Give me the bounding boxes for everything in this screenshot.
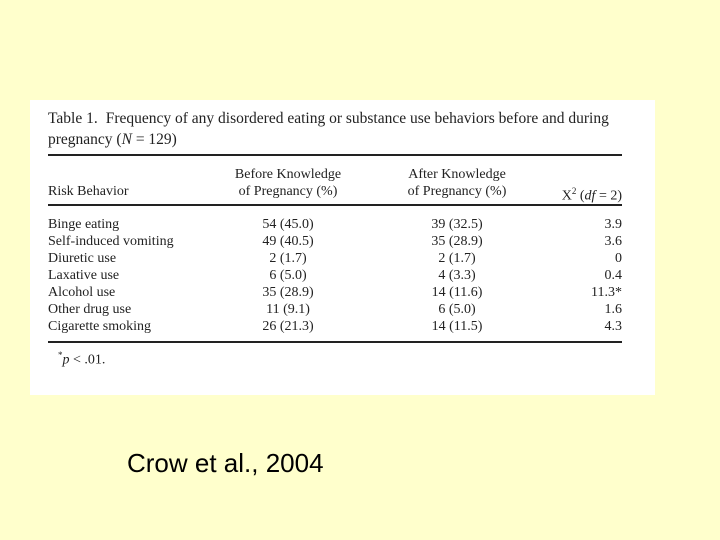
bottom-rule: [48, 341, 622, 343]
header-risk-behavior: Risk Behavior: [48, 184, 129, 199]
cell-after: 14 (11.5): [431, 319, 483, 334]
cell-after: 4 (3.3): [438, 268, 476, 283]
footnote-mark: *: [58, 350, 63, 360]
table-title: Frequency of any disordered eating or substance use behaviors before and during pregnancy (: [48, 110, 609, 148]
cell-chi: 1.6: [604, 302, 622, 317]
cell-after: 6 (5.0): [438, 302, 476, 317]
cell-behavior: Alcohol use: [48, 285, 116, 300]
table-row: [48, 267, 622, 284]
cell-chi: 3.6: [604, 234, 622, 249]
chi-df: df: [584, 188, 596, 204]
cell-chi: 0.4: [604, 268, 622, 283]
cell-before: 54 (45.0): [262, 217, 314, 232]
cell-before: 11 (9.1): [266, 302, 310, 317]
table-label: Table 1.: [48, 110, 98, 127]
cell-chi: 4.3: [604, 319, 622, 334]
cell-chi: 11.3*: [591, 285, 622, 300]
header-before-line2: of Pregnancy (%): [238, 184, 338, 199]
cell-after: 39 (32.5): [431, 217, 483, 232]
n-symbol: N: [121, 131, 132, 148]
cell-chi: 3.9: [604, 217, 622, 232]
table-row: [48, 301, 622, 318]
header-before-knowledge: [218, 166, 358, 200]
chi-sup: 2: [571, 186, 577, 196]
footnote-text: < .01.: [69, 352, 106, 368]
cell-behavior: Self-induced vomiting: [48, 234, 174, 249]
citation: Crow et al., 2004: [127, 448, 324, 478]
table-footnote: [58, 350, 105, 369]
table-body: [48, 216, 622, 335]
cell-behavior: Binge eating: [48, 217, 120, 232]
footnote-p: p: [62, 352, 70, 368]
header-rule: [48, 204, 622, 206]
table-panel: [30, 100, 655, 395]
cell-before: 2 (1.7): [269, 251, 307, 266]
table-row: [48, 318, 622, 335]
cell-before: 35 (28.9): [262, 285, 314, 300]
cell-after: 2 (1.7): [438, 251, 476, 266]
cell-after: 14 (11.6): [431, 285, 483, 300]
table-caption: [48, 108, 628, 150]
table-row: [48, 216, 622, 233]
chi-close: = 2): [595, 188, 622, 204]
cell-before: 6 (5.0): [269, 268, 307, 283]
cell-behavior: Other drug use: [48, 302, 132, 317]
table-row: [48, 250, 622, 267]
cell-behavior: Diuretic use: [48, 251, 117, 266]
cell-behavior: Cigarette smoking: [48, 319, 152, 334]
cell-behavior: Laxative use: [48, 268, 120, 283]
header-after-knowledge: [387, 166, 527, 200]
cell-before: 49 (40.5): [262, 234, 314, 249]
cell-before: 26 (21.3): [262, 319, 314, 334]
chi-prefix: X: [561, 188, 572, 204]
table-row: [48, 284, 622, 301]
table-row: [48, 233, 622, 250]
header-chi-square: [550, 183, 622, 205]
cell-chi: 0: [615, 251, 622, 266]
header-after-line1: After Knowledge: [408, 167, 506, 182]
cell-after: 35 (28.9): [431, 234, 483, 249]
header-after-line2: of Pregnancy (%): [407, 184, 507, 199]
n-value: = 129): [131, 131, 177, 148]
header-before-line1: Before Knowledge: [234, 167, 342, 182]
top-rule: [48, 154, 622, 156]
chi-open: (: [576, 188, 585, 204]
